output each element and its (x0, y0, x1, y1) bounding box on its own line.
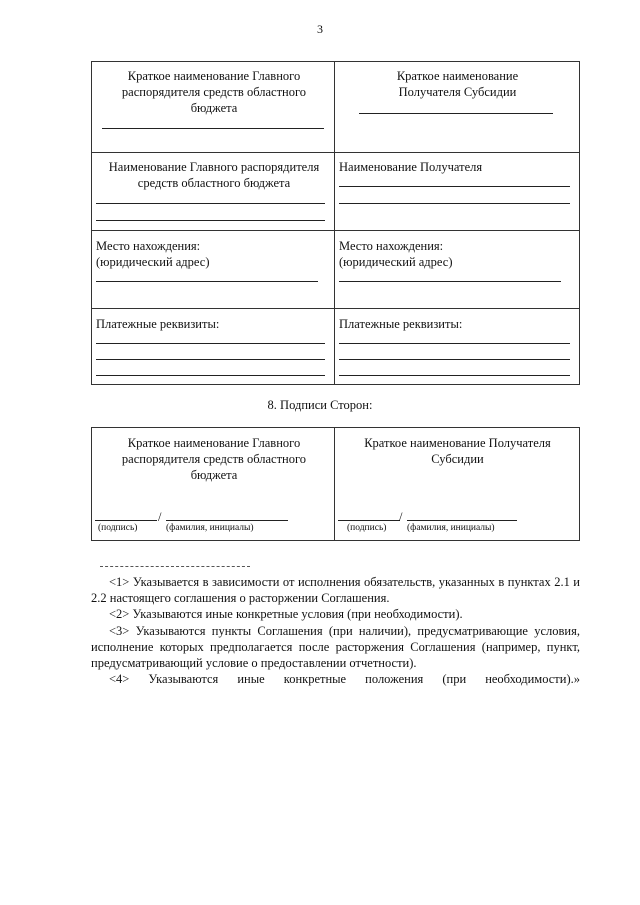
section-heading: 8. Подписи Сторон: (267, 398, 373, 412)
recipient-address-sublabel: (юридический адрес) (339, 255, 453, 269)
signature-line (96, 359, 325, 360)
signature-line (96, 375, 325, 376)
grantor-address-label: Место нахождения: (96, 239, 201, 253)
table-cell (92, 428, 335, 541)
signature-line (96, 343, 325, 344)
slash-separator: / (158, 510, 162, 524)
signature-line (96, 281, 318, 282)
signature-line (102, 128, 324, 129)
table-cell (92, 153, 335, 231)
signatures-table (91, 427, 580, 541)
recipient-name-label: Наименование Получателя (339, 160, 483, 174)
signature-line (339, 343, 570, 344)
slash-separator: / (399, 510, 403, 524)
footnote-1: <1> Указывается в зависимости от исполнения обязательств, указанных в пунктах 2.1 и 2.2 настоящего соглашения о расторжении Соглашения. (91, 575, 580, 605)
table-cell (335, 309, 580, 385)
name-caption: (фамилия, инициалы) (407, 523, 495, 533)
table-cell (335, 62, 580, 153)
table-row (92, 428, 580, 541)
grantor-short-name-label: Краткое наименование Главного распорядителя средств областного бюджета (121, 69, 307, 115)
table-row (92, 309, 580, 385)
page-number: 3 (317, 22, 323, 36)
requisites-table (91, 61, 580, 385)
table-cell (335, 231, 580, 309)
table-cell (335, 153, 580, 231)
table-cell (335, 428, 580, 541)
recipient-short-name-label: Краткое наименование Получателя Субсидии (364, 436, 551, 466)
table-row (92, 153, 580, 231)
signature-line (339, 203, 570, 204)
grantor-short-name-label: Краткое наименование Главного распорядителя средств областного бюджета (121, 436, 307, 482)
table-cell (92, 62, 335, 153)
table-cell (92, 231, 335, 309)
table-row (92, 231, 580, 309)
footnote-4: <4> Указываются иные конкретные положения (при необходимости).» (109, 672, 580, 686)
signature-line (359, 113, 553, 114)
grantor-name-label: Наименование Главного распорядителя средств областного бюджета (108, 160, 320, 190)
recipient-payment-details-label: Платежные реквизиты: (339, 317, 463, 331)
grantor-address-sublabel: (юридический адрес) (96, 255, 210, 269)
name-line (166, 520, 288, 521)
signature-line (339, 281, 561, 282)
signature-line (338, 520, 400, 521)
signature-line (339, 359, 570, 360)
signature-caption: (подпись) (347, 523, 387, 533)
signature-line (339, 186, 570, 187)
signature-line (95, 520, 157, 521)
recipient-address-label: Место нахождения: (339, 239, 444, 253)
signature-line (96, 203, 325, 204)
recipient-short-name-label: Краткое наименование Получателя Субсидии (396, 69, 519, 99)
signature-line (96, 220, 325, 221)
grantor-payment-details-label: Платежные реквизиты: (96, 317, 220, 331)
signature-caption: (подпись) (98, 523, 138, 533)
table-cell (92, 309, 335, 385)
footnote-separator (100, 566, 250, 567)
name-caption: (фамилия, инициалы) (166, 523, 254, 533)
table-row (92, 62, 580, 153)
signature-line (339, 375, 570, 376)
name-line (407, 520, 517, 521)
footnote-2: <2> Указываются иные конкретные условия (при необходимости). (109, 607, 463, 621)
footnote-3: <3> Указываются пункты Соглашения (при наличии), предусматривающие условия, исполнение которых предполагается после расторжения Соглашения (например, пункт, предусматривающий условие о предоставлении отчетности). (91, 624, 580, 670)
